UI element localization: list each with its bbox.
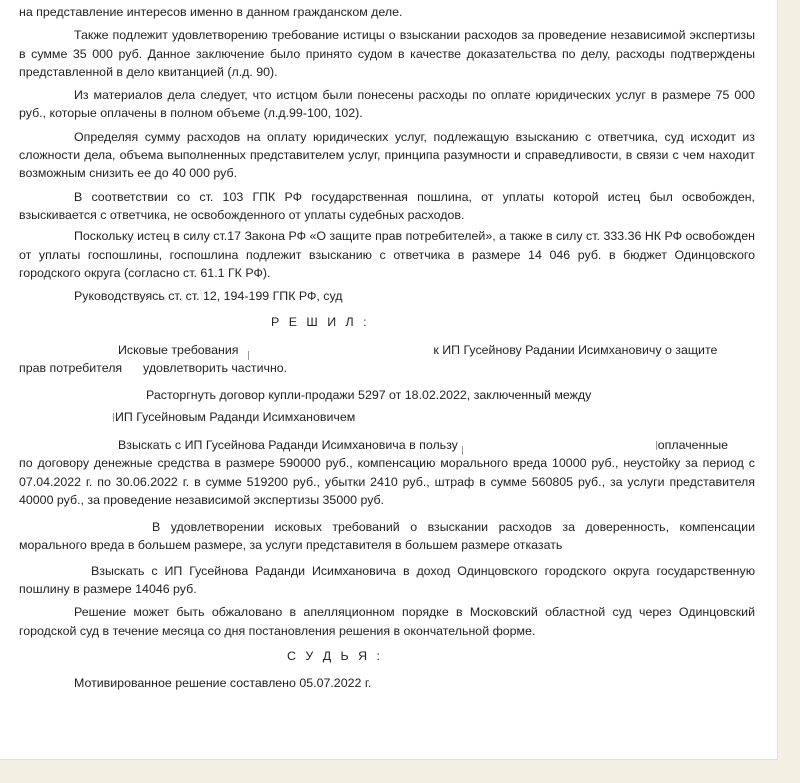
paragraph-motivated-decision: Мотивированное решение составлено 05.07.2022 г. — [74, 676, 372, 691]
paragraph-appeal: Решение может быть обжаловано в апелляционном порядке в Московский областной суд через Одинцовский городской суд в течение месяца со дня постановления решения в окончательной форме. — [19, 605, 755, 638]
paragraph-claims — [19, 341, 755, 359]
recover-text-paid: оплаченные — [657, 437, 729, 452]
terminate-party-text: ИП Гусейновым Раданди Исимхановичем — [115, 409, 356, 424]
claims-text-start: Исковые требования — [118, 342, 239, 357]
redacted-plaintiff-name — [242, 345, 430, 355]
paragraph-state-duty: В соответствии со ст. 103 ГПК РФ государственная пошлина, от уплаты которой истец был освобожден, взыскивается с ответчика, не освобожденного от уплаты судебных расходов. — [19, 189, 755, 222]
redacted-name-2 — [126, 364, 140, 374]
resolved-heading: Р Е Ш И Л : — [271, 315, 370, 330]
paragraph-legal-costs: Из материалов дела следует, что истцом были понесены расходы по оплате юридических услуг в размере 75 000 руб., которые оплачены в полном объеме (л.д.99-100, 102). — [19, 88, 755, 121]
claims-text-partial: удовлетворить частично. — [143, 361, 288, 376]
paragraph-expertise-costs: Также подлежит удовлетворению требование истицы о взыскании расходов за проведение независимой экспертизы в сумме 35 000 руб. Данное заключение было принято судом в качестве доказательства по делу, расходы подтверждены представленной в дело квитанцией (л.д. 90). — [19, 28, 755, 79]
claims-text-consumer: прав потребителя — [19, 361, 123, 376]
recover-text-start: Взыскать с ИП Гусейнова Раданди Исимхановича в пользу — [118, 437, 458, 452]
redaction-mark-2 — [656, 441, 657, 450]
redacted-plaintiff-name-3 — [461, 441, 651, 451]
paragraph-state-duty-recover: Взыскать с ИП Гусейнова Раданди Исимхановича в доход Одинцовского городского округа государственную пошлину в размере 14046 руб. — [19, 563, 755, 597]
paragraph-reduce-costs: Определяя сумму расходов на оплату юридических услуг, подлежащую взысканию с ответчика, суд исходит из сложности дела, объема выполненных представителем услуг, принципа разумности и справедливости, в связи с чем находит возможным снизить ее до 40 000 руб. — [19, 129, 755, 181]
claims-text-defendant: к ИП Гусейнову Радании Исимхановичу о защите — [433, 342, 718, 357]
paragraph-refuse: В удовлетворении исковых требований о взыскании расходов за доверенность, компенсации морального вреда в большем размере, за услуги представителя в большем размере отказать — [19, 520, 755, 553]
paragraph-terminate-party — [19, 408, 755, 426]
paragraph-guided-by: Руководствуясь ст. ст. 12, 194-199 ГПК РФ, суд — [74, 289, 343, 304]
redaction-mark — [113, 413, 114, 422]
paragraph-recover-amounts: по договору денежные средства в размере 590000 руб., компенсацию морального вреда 10000 руб., неустойку за период с 07.04.2022 г. по 30.06.2022 г. в сумме 519200 руб., убытки 2410 руб., штраф в сумме 560805 руб., за услуги представителя 40000 руб., за проведение независимой экспертизы 35000 руб. — [19, 456, 755, 507]
paragraph-recover — [19, 436, 755, 454]
paragraph-consumer-law: Поскольку истец в силу ст.17 Закона РФ «О защите прав потребителей», а также в силу ст. 333.36 НК РФ освобожден от уплаты госпошлины, госпошлина подлежит взысканию с ответчика в размере 14 046 руб. в бюджет Одинцовского городского округа (согласно ст. 61.1 ГК РФ). — [19, 229, 755, 280]
paragraph-claims-cont — [19, 359, 755, 377]
paragraph-terminate-contract: Расторгнуть договор купли-продажи 5297 от 18.02.2022, заключенный между — [146, 388, 592, 403]
paragraph-representation: на представление интересов именно в данном гражданском деле. — [19, 5, 403, 19]
judge-heading: С У Д Ь Я : — [287, 648, 383, 663]
